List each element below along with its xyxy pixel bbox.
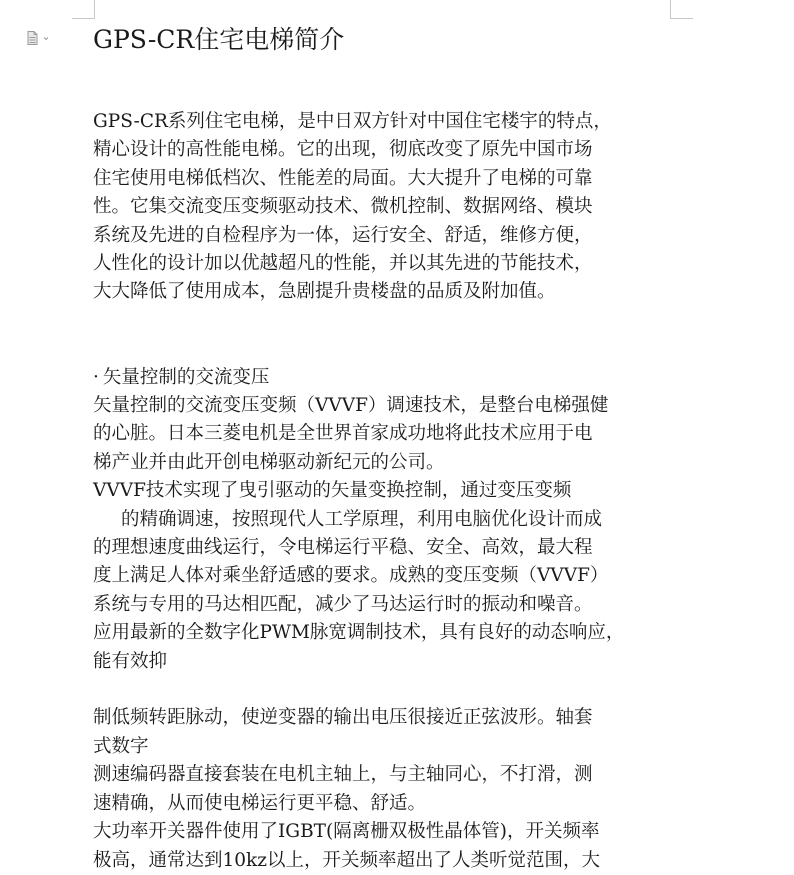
page-corner-top-right	[670, 0, 693, 19]
text-line: 极高，通常达到10kz以上，开关频率超出了人类听觉范围，大	[93, 849, 600, 871]
text-line: GPS-CR系列住宅电梯，是中日双方针对中国住宅楼宇的特点，	[93, 111, 612, 132]
intro-paragraph	[93, 108, 683, 307]
empty-line	[93, 676, 683, 704]
text-line: 住宅使用电梯低档次、性能差的局面。大大提升了电梯的可靠	[93, 167, 593, 189]
text-line: VVVF技术实现了曳引驱动的矢量变换控制，通过变压变频	[93, 480, 572, 502]
text-line: 大大降低了使用成本，急剧提升贵楼盘的品质及附加值。	[93, 281, 556, 303]
document-outline-icon[interactable]	[27, 31, 51, 45]
text-line: 测速编码器直接套装在电机主轴上，与主轴同心，不打滑，测	[93, 764, 593, 786]
text-line: 度上满足人体对乘坐舒适感的要求。成熟的变压变频（VVVF）	[93, 565, 609, 587]
page-corner-top-left	[72, 0, 95, 19]
section-heading-text: 矢量控制的交流变压	[102, 366, 270, 388]
encoder-paragraph	[93, 761, 683, 818]
text-line: 应用最新的全数字化PWM脉宽调制技术，具有良好的动态响应，	[93, 622, 625, 644]
text-line: 的理想速度曲线运行，令电梯运行平稳、安全、高效，最大程	[93, 537, 593, 559]
text-line: 精心设计的高性能电梯。它的出现，彻底改变了原先中国市场	[93, 139, 593, 161]
text-line: 制低频转距脉动，使逆变器的输出电压很接近正弦波形。轴套	[93, 707, 593, 729]
vector-control-paragraph	[93, 392, 683, 477]
page-title: GPS-CR住宅电梯简介	[93, 25, 345, 54]
section-heading	[93, 364, 683, 392]
text-line: 的精确调速，按照现代人工学原理，利用电脑优化设计而成	[121, 508, 603, 530]
text-line: 系统与专用的马达相匹配，减少了马达运行时的振动和噪音。	[93, 593, 593, 615]
empty-line	[93, 335, 683, 363]
text-line: 大功率开关器件使用了IGBT(隔离栅双极性晶体管)，开关频率	[93, 821, 600, 843]
bullet-icon: ·	[93, 366, 99, 388]
text-line: 式数字	[93, 735, 149, 757]
pwm-paragraph	[93, 704, 683, 761]
text-line: 系统及先进的自检程序为一体，运行安全、舒适，维修方便，	[93, 224, 593, 246]
text-line: 速精确，从而使电梯运行更平稳、舒适。	[93, 792, 427, 814]
text-line: 性。它集交流变压变频驱动技术、微机控制、数据网络、模块	[93, 196, 593, 218]
empty-line	[93, 307, 683, 335]
vvvf-paragraph	[93, 477, 683, 676]
text-line: 矢量控制的交流变压变频（VVVF）调速技术，是整台电梯强健	[93, 395, 609, 417]
document-body	[93, 108, 683, 875]
text-line: 人性化的设计加以优越超凡的性能，并以其先进的节能技术，	[93, 253, 593, 275]
text-line: 能有效抑	[93, 650, 168, 672]
text-line: 梯产业并由此开创电梯驱动新纪元的公司。	[93, 451, 445, 473]
igbt-paragraph	[93, 818, 683, 875]
text-line: 的心脏。日本三菱电机是全世界首家成功地将此技术应用于电	[93, 423, 593, 445]
